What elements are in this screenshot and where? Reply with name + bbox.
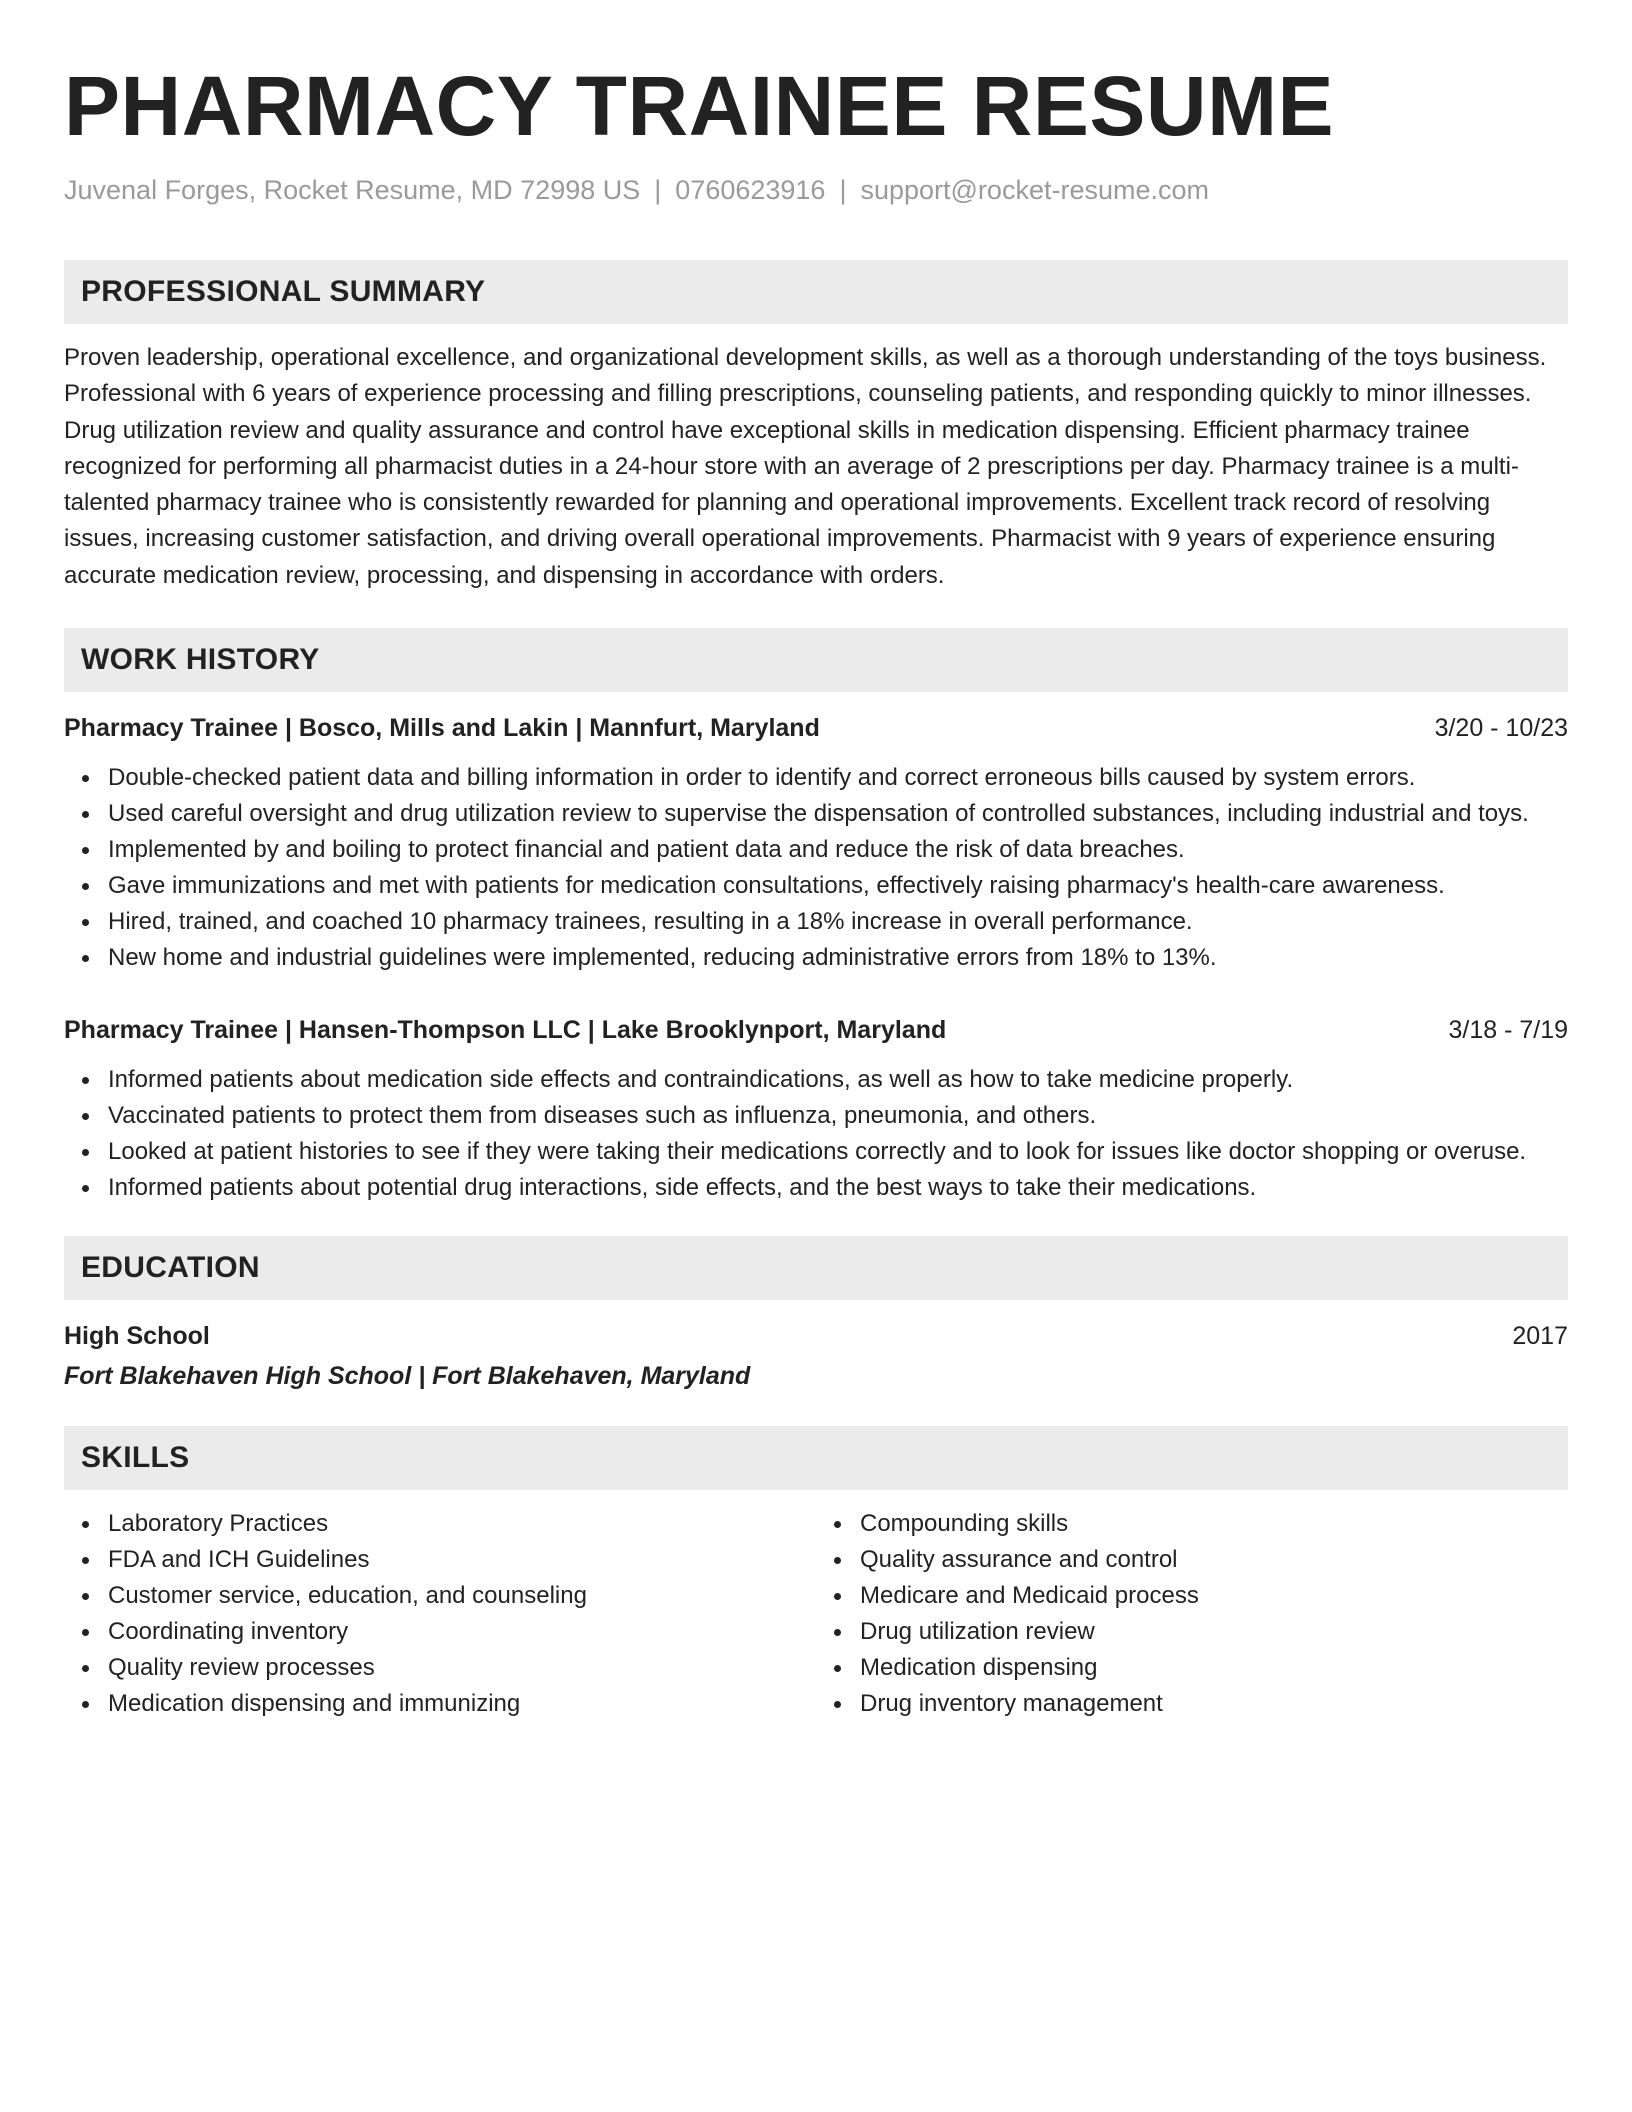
skill-item: Customer service, education, and counseling bbox=[64, 1578, 816, 1614]
resume-title: PHARMACY TRAINEE RESUME bbox=[64, 59, 1335, 153]
education-entry bbox=[64, 1318, 1568, 1394]
skills-section-header: SKILLS bbox=[64, 1426, 1568, 1490]
education-degree: High School bbox=[64, 1322, 210, 1351]
skills-list bbox=[816, 1506, 1568, 1722]
job-bullet: Vaccinated patients to protect them from diseases such as influenza, pneumonia, and others. bbox=[64, 1098, 1568, 1134]
skill-item: FDA and ICH Guidelines bbox=[64, 1542, 816, 1578]
job-bullet: Double-checked patient data and billing information in order to identify and correct erroneous bills caused by system errors. bbox=[64, 760, 1568, 796]
skill-item: Medicare and Medicaid process bbox=[816, 1578, 1568, 1614]
skill-item: Medication dispensing bbox=[816, 1650, 1568, 1686]
summary-text: Proven leadership, operational excellence, and organizational development skills, as well as a thorough understanding of the toys business. Professional with 6 years of experience processing and filling prescriptions, counseling patients, and responding quickly to minor illnesses. Drug utilization review and quality assurance and control have exceptional skills in medication dispensing. Efficient pharmacy trainee recognized for performing all pharmacist duties in a 24-hour store with an average of 2 prescriptions per day. Pharmacy trainee is a multi-talented pharmacy trainee who is consistently rewarded for planning and operational improvements. Excellent track record of resolving issues, increasing customer satisfaction, and driving overall operational improvements. Pharmacist with 9 years of experience ensuring accurate medication review, processing, and dispensing in accordance with orders. bbox=[64, 344, 1547, 589]
skill-item: Quality assurance and control bbox=[816, 1542, 1568, 1578]
job-entry bbox=[64, 1012, 1568, 1206]
job-bullet: Looked at patient histories to see if they were taking their medications correctly and to look for issues like doctor shopping or overuse. bbox=[64, 1134, 1568, 1170]
summary-section-header: PROFESSIONAL SUMMARY bbox=[64, 260, 1568, 324]
job-header bbox=[64, 1012, 1568, 1048]
job-dates: 3/20 - 10/23 bbox=[1434, 714, 1568, 743]
skill-item: Coordinating inventory bbox=[64, 1614, 816, 1650]
job-bullet: Informed patients about medication side effects and contraindications, as well as how to take medicine properly. bbox=[64, 1062, 1568, 1098]
job-bullet-list bbox=[64, 1062, 1568, 1206]
job-header bbox=[64, 710, 1568, 746]
skills-grid bbox=[64, 1506, 1568, 1722]
education-section-header: EDUCATION bbox=[64, 1236, 1568, 1300]
contact-line bbox=[64, 172, 1568, 208]
job-title: Pharmacy Trainee | Bosco, Mills and Lakin | Mannfurt, Maryland bbox=[64, 714, 820, 743]
skill-item: Quality review processes bbox=[64, 1650, 816, 1686]
skills-list bbox=[64, 1506, 816, 1722]
job-entry bbox=[64, 710, 1568, 976]
job-bullet: New home and industrial guidelines were implemented, reducing administrative errors from 18% to 13%. bbox=[64, 940, 1568, 976]
contact-address: Juvenal Forges, Rocket Resume, MD 72998 US bbox=[64, 175, 641, 205]
education-header bbox=[64, 1318, 1568, 1354]
contact-phone: 0760623916 bbox=[675, 175, 826, 205]
education-year: 2017 bbox=[1512, 1322, 1568, 1351]
skills-column-right bbox=[816, 1506, 1568, 1722]
skills-column-left bbox=[64, 1506, 816, 1722]
skill-item: Drug inventory management bbox=[816, 1686, 1568, 1722]
skill-item: Laboratory Practices bbox=[64, 1506, 816, 1542]
job-bullet: Informed patients about potential drug interactions, side effects, and the best ways to take their medications. bbox=[64, 1170, 1568, 1206]
contact-email: support@rocket-resume.com bbox=[860, 175, 1209, 205]
contact-separator: | bbox=[839, 175, 847, 205]
skill-item: Compounding skills bbox=[816, 1506, 1568, 1542]
skill-item: Medication dispensing and immunizing bbox=[64, 1686, 816, 1722]
work-history-section-header: WORK HISTORY bbox=[64, 628, 1568, 692]
job-bullet: Hired, trained, and coached 10 pharmacy trainees, resulting in a 18% increase in overall performance. bbox=[64, 904, 1568, 940]
job-bullet: Implemented by and boiling to protect financial and patient data and reduce the risk of data breaches. bbox=[64, 832, 1568, 868]
job-bullet-list bbox=[64, 760, 1568, 976]
job-title: Pharmacy Trainee | Hansen-Thompson LLC | Lake Brooklynport, Maryland bbox=[64, 1016, 947, 1045]
contact-separator: | bbox=[654, 175, 662, 205]
skill-item: Drug utilization review bbox=[816, 1614, 1568, 1650]
job-bullet: Gave immunizations and met with patients for medication consultations, effectively raising pharmacy's health-care awareness. bbox=[64, 868, 1568, 904]
job-bullet: Used careful oversight and drug utilization review to supervise the dispensation of controlled substances, including industrial and toys. bbox=[64, 796, 1568, 832]
job-dates: 3/18 - 7/19 bbox=[1448, 1016, 1568, 1045]
education-school: Fort Blakehaven High School | Fort Blakehaven, Maryland bbox=[64, 1362, 751, 1391]
